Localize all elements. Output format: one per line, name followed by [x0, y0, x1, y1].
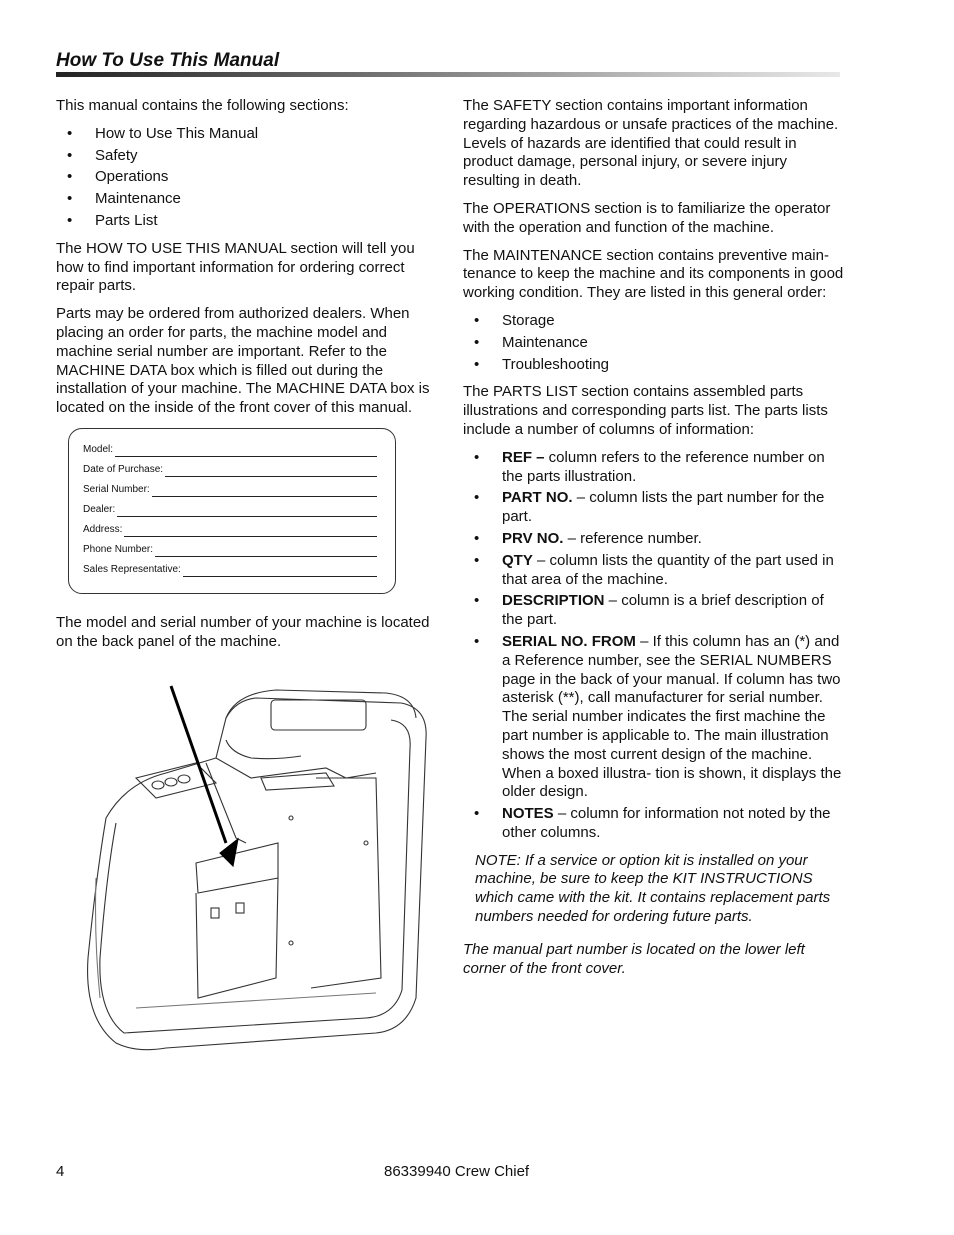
field-line — [117, 515, 377, 517]
sections-list — [56, 125, 436, 231]
column-desc: – If this column has an (*) and a Reference number, see the SERIAL NUMBERS page in the back of your manual. If column has two asterisk (**), call manufacturer for serial number. The serial number indicates the first machine the part number is applicable to. The main illustration shows the most current design of the machine. When a boxed illustra- tion is shown, it displays the older design. — [502, 632, 842, 801]
page-number: 4 — [56, 1163, 65, 1180]
data-field — [83, 500, 395, 520]
column-term: PART NO. — [502, 489, 573, 507]
partslist-paragraph: The PARTS LIST section contains assembled parts illustrations and corresponding parts list. The parts lists include a number of columns of information: — [463, 383, 828, 438]
list-item — [463, 633, 845, 802]
list-item — [463, 489, 845, 527]
list-item: • How to Use This Manual — [56, 125, 436, 144]
field-line — [155, 555, 377, 557]
serial-paragraph: The model and serial number of your machine is located on the back panel of the machine. — [56, 613, 430, 650]
field-label: Serial Number: — [83, 484, 150, 496]
field-label: Model: — [83, 444, 114, 456]
data-field — [83, 520, 395, 540]
field-label: Dealer: — [83, 504, 116, 516]
safety-paragraph: The SAFETY section contains important information regarding hazardous or unsafe practices of the machine. Levels of hazards are identified that could result in product damage, personal injury, or severe injury resulting in death. — [463, 97, 839, 190]
maintenance-list — [463, 312, 845, 374]
howto-paragraph: The HOW TO USE THIS MANUAL section will tell you how to find important information for ordering correct repair parts. — [56, 239, 415, 295]
list-item — [463, 552, 845, 590]
columns-list — [463, 449, 845, 843]
column-desc: – column lists the quantity of the part used in that area of the machine. — [502, 551, 834, 588]
field-line — [183, 575, 377, 577]
field-line — [152, 495, 377, 497]
data-field — [83, 560, 395, 580]
page-title: How To Use This Manual — [56, 50, 280, 71]
column-term: QTY — [502, 551, 533, 569]
field-line — [165, 475, 377, 477]
field-label: Date of Purchase: — [83, 464, 164, 476]
field-line — [124, 535, 377, 537]
header-rule — [56, 72, 840, 77]
list-item: • Maintenance — [56, 190, 436, 209]
column-term: DESCRIPTION — [502, 592, 605, 610]
data-field — [83, 440, 395, 460]
field-label: Address: — [83, 524, 123, 536]
column-desc: – column is a brief description of the part. — [502, 592, 824, 629]
list-item: • Troubleshooting — [463, 356, 845, 375]
list-item: • Safety — [56, 147, 436, 166]
column-desc: – column lists the part number for the part. — [502, 489, 825, 526]
document-id: 86339940 Crew Chief — [384, 1163, 530, 1180]
field-label: Phone Number: — [83, 544, 154, 556]
data-field — [83, 540, 395, 560]
operations-paragraph: The OPERATIONS section is to familiarize the operator with the operation and function of the machine. — [463, 199, 831, 236]
column-term: REF – — [502, 448, 545, 466]
data-field — [83, 460, 395, 480]
field-label: Sales Representative: — [83, 564, 181, 576]
machine-data-box — [68, 428, 396, 594]
list-item — [463, 530, 845, 549]
right-column — [463, 97, 845, 987]
list-item — [463, 592, 845, 630]
column-term: PRV NO. — [502, 529, 564, 547]
left-column — [56, 97, 436, 1058]
column-desc: – reference number. — [563, 529, 702, 547]
column-term: SERIAL NO. FROM — [502, 632, 636, 650]
parts-paragraph: Parts may be ordered from authorized dealers. When placing an order for parts, the machine model and machine serial number are important. Refer to the MACHINE DATA box which is filled out during the installation of your machine. The MACHINE DATA box is located on the inside of the front cover of this manual. — [56, 305, 430, 417]
kit-note: NOTE: If a service or option kit is installed on your machine, be sure to keep the KIT INSTRUCTIONS which came with the kit. It contains replacement parts numbers needed for ordering future parts. — [475, 851, 831, 926]
list-item — [463, 805, 845, 843]
list-item: • Maintenance — [463, 334, 845, 353]
machine-illustration — [76, 678, 441, 1058]
list-item: • Operations — [56, 168, 436, 187]
column-desc: column refers to the reference number on the parts illustration. — [502, 448, 825, 485]
field-line — [115, 455, 377, 457]
list-item: • Parts List — [56, 212, 436, 231]
column-desc: – column for information not noted by the other columns. — [502, 805, 831, 841]
list-item — [463, 449, 845, 487]
column-term: NOTES — [502, 805, 554, 823]
data-field — [83, 480, 395, 500]
maintenance-paragraph: The MAINTENANCE section contains preventive main- tenance to keep the machine and its components in good working condition. They are listed in this general order: — [463, 246, 844, 302]
list-item: • Storage — [463, 312, 845, 331]
manual-note: The manual part number is located on the lower left corner of the front cover. — [463, 940, 805, 977]
intro-text: This manual contains the following sections: — [56, 97, 349, 114]
